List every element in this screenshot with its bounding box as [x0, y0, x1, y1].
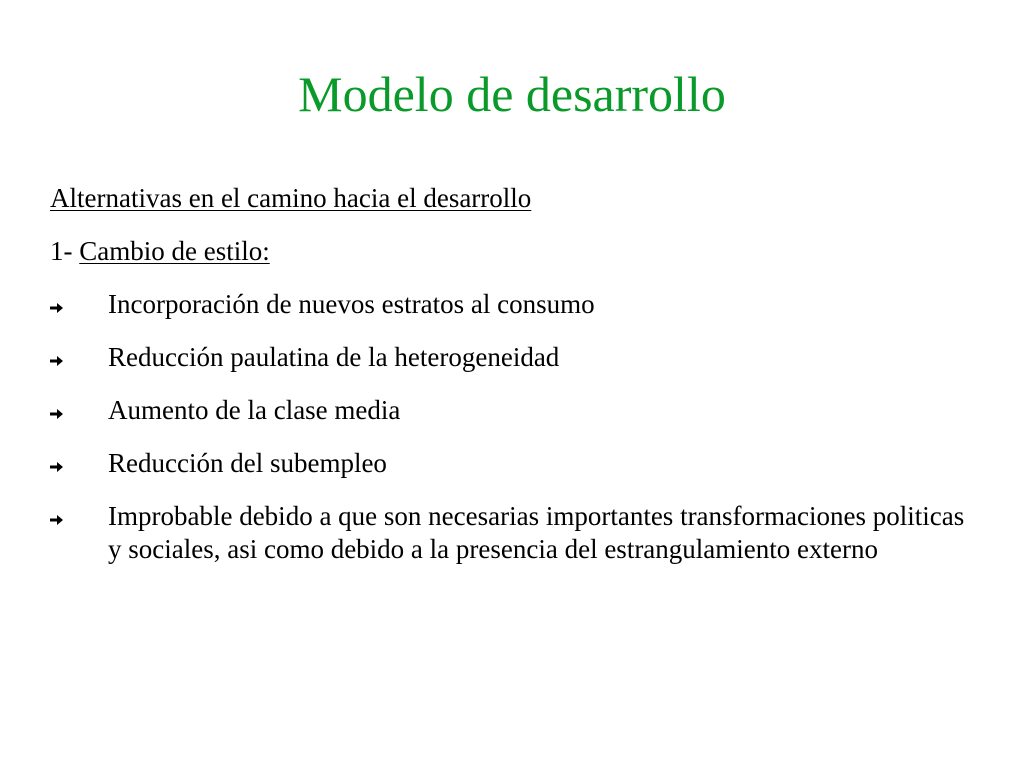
bullet-item: [50, 288, 980, 321]
bullet-text: Reducción paulatina de la heterogeneidad: [108, 342, 560, 372]
bullet-text: Improbable debido a que son necesarias importantes transformaciones politicas y sociales, asi como debido a la presencia del estrangulamiento externo: [108, 501, 965, 564]
right-arrow-icon: [50, 341, 108, 374]
section-heading: [50, 235, 980, 268]
subtitle: Alternativas en el camino hacia el desarrollo: [50, 183, 532, 213]
subtitle-line: [50, 182, 980, 215]
bullet-item: [50, 500, 980, 566]
bullet-item: [50, 341, 980, 374]
right-arrow-icon: [50, 500, 108, 533]
section-label: Cambio de estilo:: [79, 236, 270, 266]
bullet-text: Incorporación de nuevos estratos al consumo: [108, 289, 595, 319]
right-arrow-icon: [50, 394, 108, 427]
bullet-item: [50, 447, 980, 480]
slide-title: Modelo de desarrollo: [298, 66, 726, 122]
bullet-item: [50, 394, 980, 427]
bullet-text: Reducción del subempleo: [108, 448, 387, 478]
section-number: 1-: [50, 236, 80, 266]
slide-content: [50, 182, 980, 586]
right-arrow-icon: [50, 447, 108, 480]
right-arrow-icon: [50, 288, 108, 321]
bullet-text: Aumento de la clase media: [108, 395, 401, 425]
